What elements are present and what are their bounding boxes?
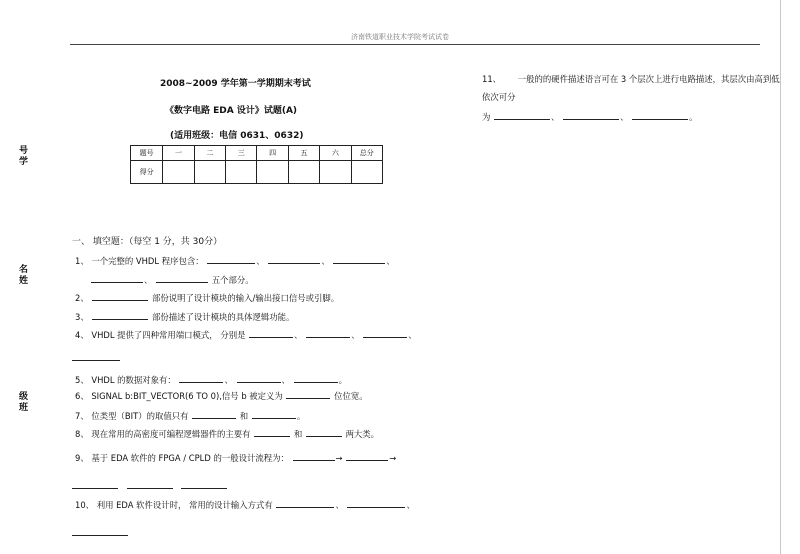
separator: 、	[281, 375, 290, 385]
question-7-text: 7、 位类型（BIT）的取值只有	[75, 411, 189, 421]
question-3-number: 3、	[75, 312, 89, 322]
score-input-cell[interactable]	[351, 161, 382, 184]
answer-blank[interactable]	[92, 311, 148, 320]
question-11-lead: 为	[482, 112, 491, 122]
question-6	[75, 390, 368, 402]
answer-blank[interactable]	[91, 274, 143, 283]
question-1-text: 1、 一个完整的 VHDL 程序包含：	[75, 256, 204, 266]
answer-blank[interactable]	[293, 452, 335, 461]
question-5	[75, 374, 347, 386]
question-10-line-2	[71, 527, 129, 538]
score-table	[130, 145, 383, 184]
question-9	[75, 452, 396, 464]
exam-term-title: 2008~2009 学年第一学期期末考试	[160, 79, 311, 89]
answer-blank[interactable]	[207, 255, 255, 264]
answer-blank[interactable]	[363, 329, 407, 338]
answer-blank[interactable]	[346, 452, 388, 461]
question-2	[75, 292, 339, 304]
answer-blank[interactable]	[333, 255, 385, 264]
score-table-header-cell: 二	[194, 146, 225, 161]
question-11-line-1	[482, 73, 780, 85]
question-6-text: 6、 SIGNAL b:BIT_VECTOR(6 TO 0),信号 b 被定义为	[75, 391, 283, 401]
exam-course-title: 《数字电路 EDA 设计》试题(A)	[165, 106, 298, 116]
question-7	[75, 410, 305, 422]
question-4-text: 4、 VHDL 提供了四种常用端口模式， 分别是	[75, 330, 246, 340]
score-input-cell[interactable]	[320, 161, 351, 184]
answer-blank[interactable]	[72, 480, 118, 489]
separator: 。	[338, 375, 347, 385]
score-table-header-row	[131, 146, 383, 161]
conjunction: 和	[293, 429, 303, 439]
answer-blank[interactable]	[347, 499, 405, 508]
header-rule	[70, 44, 760, 45]
answer-blank[interactable]	[563, 111, 619, 120]
score-table-row-label: 得分	[131, 161, 163, 184]
answer-blank[interactable]	[237, 374, 281, 383]
score-table-header-cell: 三	[226, 146, 257, 161]
question-11-line-2: 依次可分	[482, 92, 516, 102]
separator: 、	[551, 112, 560, 122]
answer-blank[interactable]	[276, 499, 334, 508]
score-table-score-row	[131, 161, 383, 184]
score-table-header-cell: 题号	[131, 146, 163, 161]
answer-blank[interactable]	[294, 374, 338, 383]
separator: 、	[224, 375, 233, 385]
score-input-cell[interactable]	[288, 161, 319, 184]
page-edge-line	[780, 0, 781, 554]
separator: 。	[296, 411, 306, 421]
answer-blank[interactable]	[72, 527, 128, 536]
answer-blank[interactable]	[181, 480, 227, 489]
answer-blank[interactable]	[92, 292, 148, 301]
question-2-number: 2、	[75, 293, 89, 303]
side-label-name: 名姓	[19, 265, 29, 286]
question-11-number: 11、	[482, 74, 502, 84]
question-2-text: 部份说明了设计模块的输入/输出接口信号或引脚。	[152, 293, 340, 303]
answer-blank[interactable]	[72, 352, 120, 361]
section-heading-fill-blank: 一、 填空题：（每空 1 分，共 30分）	[72, 237, 223, 247]
separator: 、	[386, 256, 395, 266]
question-5-text: 5、 VHDL 的数据对象有：	[75, 375, 176, 385]
question-10	[75, 499, 415, 511]
flow-arrow: →	[389, 453, 397, 463]
answer-blank[interactable]	[156, 274, 208, 283]
score-input-cell[interactable]	[163, 161, 194, 184]
exam-applicable-classes: (适用班级：电信 0631、0632)	[170, 131, 304, 141]
score-table-header-cell: 五	[288, 146, 319, 161]
separator: 、	[321, 256, 330, 266]
answer-blank[interactable]	[127, 480, 173, 489]
separator: 、	[294, 330, 303, 340]
question-8-text: 8、 现在常用的高密度可编程逻辑器件的主要有	[75, 429, 251, 439]
score-input-cell[interactable]	[226, 161, 257, 184]
score-table-header-cell: 总分	[351, 146, 382, 161]
separator: 、	[256, 256, 265, 266]
question-8-tail: 两大类。	[345, 429, 380, 439]
score-table-header-cell: 四	[257, 146, 288, 161]
separator: 、	[351, 330, 360, 340]
separator: 、	[144, 275, 153, 285]
question-3	[75, 311, 294, 323]
score-table-header-cell: 六	[320, 146, 351, 161]
answer-blank[interactable]	[179, 374, 223, 383]
answer-blank[interactable]	[268, 255, 320, 264]
question-9-line-2	[71, 480, 228, 491]
question-6-tail: 位位宽。	[334, 391, 368, 401]
answer-blank[interactable]	[306, 428, 342, 437]
question-8	[75, 428, 379, 440]
answer-blank[interactable]	[494, 111, 550, 120]
question-1-line-2	[90, 274, 254, 286]
question-1-tail: 五个部分。	[211, 275, 254, 285]
question-3-text: 部份描述了设计模块的具体逻辑功能。	[152, 312, 295, 322]
side-label-student-id: 号学	[19, 146, 29, 167]
separator: 。	[689, 112, 698, 122]
answer-blank[interactable]	[252, 410, 296, 419]
separator: 、	[408, 330, 417, 340]
answer-blank[interactable]	[254, 428, 290, 437]
side-label-class: 级班	[19, 392, 29, 413]
question-4-line-2	[71, 352, 121, 363]
question-4	[75, 329, 417, 341]
question-9-text: 9、 基于 EDA 软件的 FPGA / CPLD 的一般设计流程为：	[75, 453, 289, 463]
conjunction: 和	[239, 411, 249, 421]
question-11-text: 一般的的硬件描述语言可在 3 个层次上进行电路描述，其层次由高到低	[517, 74, 780, 84]
answer-blank[interactable]	[286, 390, 330, 399]
answer-blank[interactable]	[632, 111, 688, 120]
question-1-line-1	[75, 255, 395, 267]
separator: 、	[620, 112, 629, 122]
answer-blank[interactable]	[249, 329, 293, 338]
separator: 、	[335, 500, 344, 510]
question-10-text: 10、 利用 EDA 软件设计时， 常用的设计输入方式有	[75, 500, 273, 510]
page-header: 济南铁道职业技术学院考试试卷	[351, 33, 449, 41]
separator: 、	[406, 500, 415, 510]
flow-arrow: →	[335, 453, 343, 463]
score-input-cell[interactable]	[257, 161, 288, 184]
answer-blank[interactable]	[306, 329, 350, 338]
score-table-header-cell: 一	[163, 146, 194, 161]
question-11-line-3	[482, 111, 698, 123]
answer-blank[interactable]	[192, 410, 236, 419]
score-input-cell[interactable]	[194, 161, 225, 184]
